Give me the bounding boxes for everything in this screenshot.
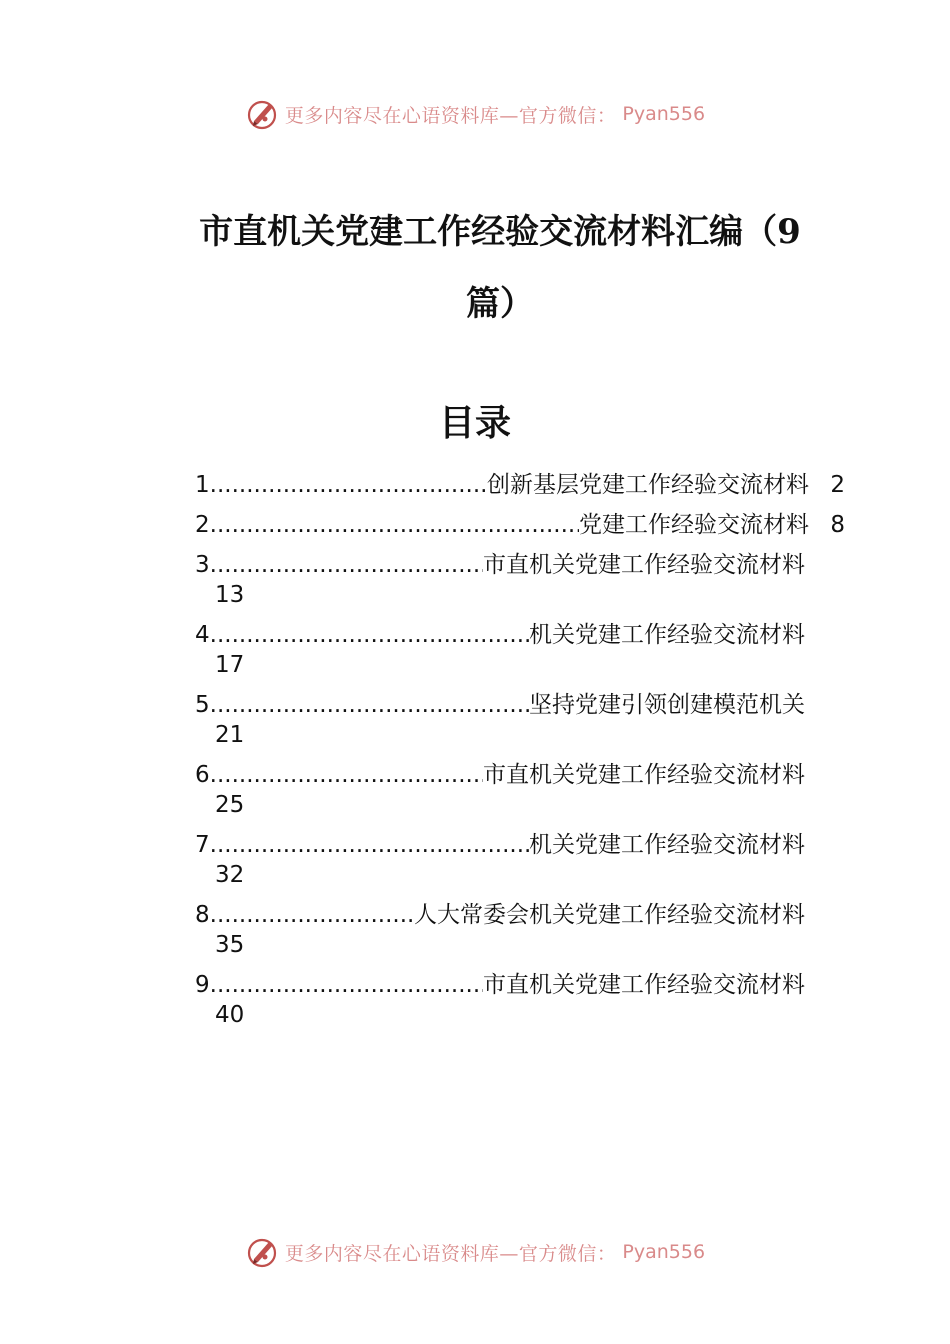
pen-logo-icon [245,97,279,131]
toc-entry-4[interactable] [195,620,845,680]
toc-entry-title: 党建工作经验交流材料 [579,512,809,538]
toc-entry-6[interactable] [195,760,845,820]
toc-entry-page: 13 [215,582,245,608]
toc-entry-title: 创新基层党建工作经验交流材料 [487,472,809,498]
toc-entry-1[interactable] [195,470,845,500]
footer-watermark [0,1232,950,1272]
header-watermark [0,94,950,134]
toc-leader-dots [210,900,414,930]
toc-entry-title: 坚持党建引领创建模范机关 [529,692,805,718]
toc-entry-number: 8 [195,902,210,928]
toc-entry-number: 4 [195,622,210,648]
toc-entry-number: 6 [195,762,210,788]
toc-entry-page: 40 [215,1002,245,1028]
toc-entry-title: 机关党建工作经验交流材料 [529,622,805,648]
watermark-wechat-id: Pyan556 [622,103,706,125]
toc-entry-title: 市直机关党建工作经验交流材料 [483,762,805,788]
toc-entry-page: 2 [830,472,845,498]
toc-entry-7[interactable] [195,830,845,890]
toc-entry-page: 8 [830,512,845,538]
toc-entry-number: 5 [195,692,210,718]
toc-leader-dots [210,760,483,790]
toc-heading: 目录 [438,402,511,444]
toc-entry-number: 3 [195,552,210,578]
toc-leader-dots [210,830,529,860]
toc-entry-page: 35 [215,932,245,958]
toc-leader-dots [210,970,483,1000]
toc-leader-dots [210,690,529,720]
toc-entry-2[interactable] [195,510,845,540]
toc-entry-page: 25 [215,792,245,818]
toc-entry-title: 市直机关党建工作经验交流材料 [483,972,805,998]
watermark-text: 更多内容尽在心语资料库—官方微信： [284,104,617,127]
toc-entry-number: 2 [195,512,210,538]
toc-entry-3[interactable] [195,550,845,610]
toc-entry-title: 市直机关党建工作经验交流材料 [483,552,805,578]
toc-leader-dots [210,620,529,650]
toc-entry-5[interactable] [195,690,845,750]
toc-leader-dots [210,550,483,580]
table-of-contents [195,470,845,1040]
pen-logo-icon [245,1235,279,1269]
toc-entry-page: 21 [215,722,245,748]
watermark-text: 更多内容尽在心语资料库—官方微信： [284,1242,617,1265]
toc-leader-dots [210,510,579,540]
toc-entry-title: 人大常委会机关党建工作经验交流材料 [414,902,805,928]
toc-entry-page: 17 [215,652,245,678]
toc-leader-dots [210,470,487,500]
toc-entry-number: 1 [195,472,210,498]
toc-entry-8[interactable] [195,900,845,960]
document-title: 市直机关党建工作经验交流材料汇编（9篇） [199,212,801,324]
toc-entry-number: 9 [195,972,210,998]
toc-entry-number: 7 [195,832,210,858]
toc-entry-page: 32 [215,862,245,888]
toc-entry-title: 机关党建工作经验交流材料 [529,832,805,858]
toc-entry-9[interactable] [195,970,845,1030]
watermark-wechat-id: Pyan556 [622,1241,706,1263]
